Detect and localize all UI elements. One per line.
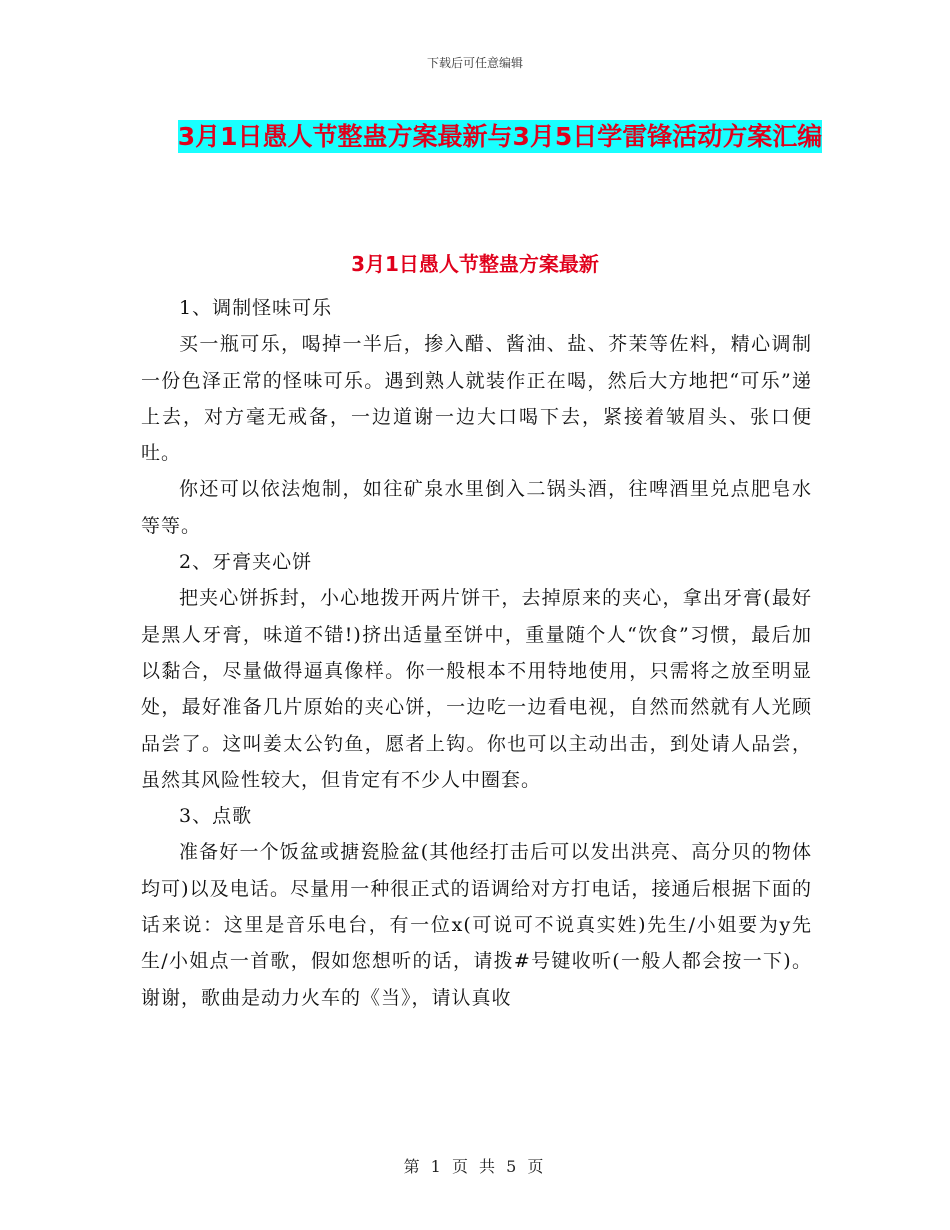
paragraph: 1、调制怪味可乐 bbox=[179, 297, 333, 319]
paragraph: 买一瓶可乐，喝掉一半后，掺入醋、酱油、盐、芥茉等佐料，精心调制一份色泽正常的怪味可乐。遇到熟人就装作正在喝，然后大方地把“可乐”递上去，对方毫无戒备，一边道谢一边大口喝下去，紧接着皱眉头、张口便吐。 bbox=[141, 333, 812, 465]
page-footer: 第 1 页 共 5 页 bbox=[403, 1157, 547, 1176]
paragraph: 你还可以依法炮制，如往矿泉水里倒入二锅头酒，往啤酒里兑点肥皂水等等。 bbox=[141, 478, 812, 537]
section-title: 3月1日愚人节整蛊方案最新 bbox=[351, 252, 599, 276]
paragraph: 把夹心饼拆封，小心地拨开两片饼干，去掉原来的夹心，拿出牙膏(最好是黑人牙膏，味道不错!)挤出适量至饼中，重量随个人“饮食”习惯，最后加以黏合，尽量做得逼真像样。你一般根本不用特地使用，只需将之放至明显处，最好准备几片原始的夹心饼，一边吃一边看电视，自然而然就有人光顾品尝了。这叫姜太公钓鱼，愿者上钩。你也可以主动出击，到处请人品尝，虽然其风险性较大，但肯定有不少人中圈套。 bbox=[141, 587, 812, 791]
document-title-text: 3月1日愚人节整蛊方案最新与3月5日学雷锋活动方案汇编 bbox=[177, 122, 823, 151]
paragraph: 3、点歌 bbox=[179, 805, 253, 828]
paragraph: 准备好一个饭盆或搪瓷脸盆(其他经打击后可以发出洪亮、高分贝的物体均可)以及电话。尽量用一种很正式的语调给对方打电话，接通后根据下面的话来说：这里是音乐电台，有一位x(可说可不说真实姓)先生/小姐要为y先生/小姐点一首歌，假如您想听的话，请拨#号键收听(一般人都会按一下)。谢谢，歌曲是动力火车的《当》，请认真收 bbox=[141, 841, 812, 1009]
document-body bbox=[141, 290, 812, 1016]
page-header: 下载后可任意编辑 bbox=[426, 56, 523, 70]
paragraph: 2、牙膏夹心饼 bbox=[179, 551, 313, 574]
document-title bbox=[140, 112, 860, 162]
